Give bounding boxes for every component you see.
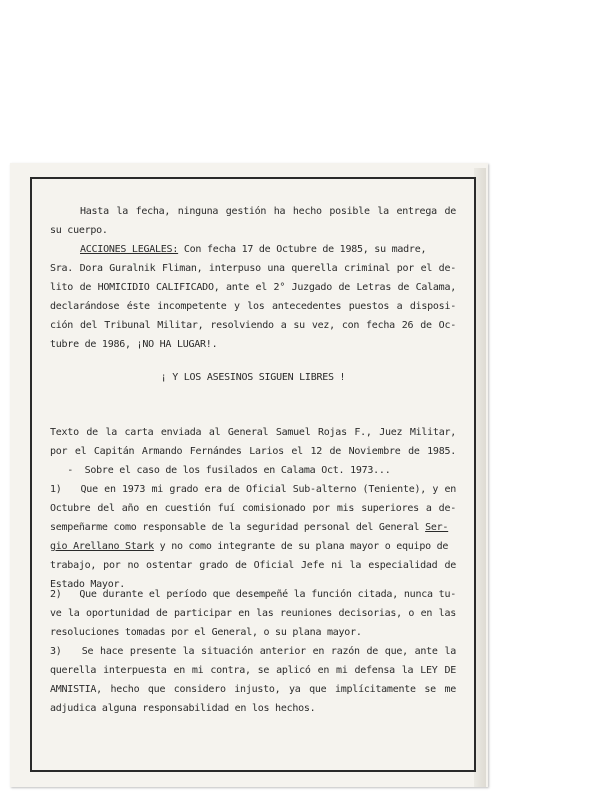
text-line: por el Capitán Armando Fernándes Larios el 12 de Noviembre de 1985. bbox=[50, 446, 456, 457]
text-line: 3) Se hace presente la situación anterior en razón de que, ante la bbox=[50, 646, 456, 657]
text-line: Octubre del año en cuestión fuí comisionado por mis superiores a de- bbox=[50, 503, 456, 514]
text-line: declarándose éste incompetente y los antecedentes puestos a disposi- bbox=[50, 301, 456, 312]
list-item-2 bbox=[50, 585, 456, 642]
text-line bbox=[50, 537, 456, 556]
list-item-3 bbox=[50, 642, 456, 718]
acciones-heading: ACCIONES LEGALES: bbox=[80, 244, 179, 255]
text-line: 1) Que en 1973 mi grado era de Oficial Sub-alterno (Teniente), y en bbox=[50, 484, 456, 495]
text-line: lito de HOMICIDIO CALIFICADO, ante el 2° Juzgado de Letras de Calama, bbox=[50, 282, 456, 293]
text-fragment: Con fecha 17 de Octubre de 1985, su madre, bbox=[178, 244, 427, 255]
text-line: Hasta la fecha, ninguna gestión ha hecho posible la entrega de bbox=[80, 206, 456, 217]
text-fragment: sempeñarme como responsable de la seguridad personal del General bbox=[50, 522, 426, 533]
text-line bbox=[50, 518, 456, 537]
text-line: 2) Que durante el período que desempeñé la función citada, nunca tu- bbox=[50, 589, 456, 600]
text-line: Estado Mayor. bbox=[50, 579, 126, 590]
text-line: resoluciones tomadas por el General, o su plana mayor. bbox=[50, 627, 362, 638]
text-line: ve la oportunidad de participar en las reuniones decisorias, o en las bbox=[50, 608, 456, 619]
slogan bbox=[50, 368, 456, 387]
text-line: adjudica alguna responsabilidad en los hechos. bbox=[50, 703, 316, 714]
text-line: tubre de 1986, ¡NO HA LUGAR!. bbox=[50, 339, 218, 350]
list-item-1 bbox=[50, 480, 456, 594]
paragraph-carta bbox=[50, 423, 456, 480]
text-line: Texto de la carta enviada al General Samuel Rojas F., Juez Militar, bbox=[50, 427, 456, 438]
text-line bbox=[50, 240, 456, 259]
text-fragment: y no como integrante de su plana mayor o equipo de bbox=[159, 541, 449, 552]
text-line: AMNISTIA, hecho que considero injusto, ya que implícitamente se me bbox=[50, 684, 456, 695]
slogan-text: ¡ Y LOS ASESINOS SIGUEN LIBRES ! bbox=[160, 372, 346, 383]
text-line: Sra. Dora Guralnik Fliman, interpuso una querella criminal por el de- bbox=[50, 263, 456, 274]
general-name-part2: gio Arellano Stark bbox=[50, 541, 154, 552]
text-line: - Sobre el caso de los fusilados en Calama Oct. 1973... bbox=[50, 465, 391, 476]
text-line: su cuerpo. bbox=[50, 225, 108, 236]
paragraph-intro bbox=[50, 202, 456, 240]
paragraph-acciones-legales bbox=[50, 240, 456, 354]
text-line: querella interpuesta en mi contra, se aplicó en mi defensa la LEY DE bbox=[50, 665, 456, 676]
general-name-part1: Ser- bbox=[425, 522, 449, 533]
text-line: ción del Tribunal Militar, resolviendo a su vez, con fecha 26 de Oc- bbox=[50, 320, 456, 331]
text-line: trabajo, por no ostentar grado de Oficial Jefe ni la especialidad de bbox=[50, 560, 456, 571]
